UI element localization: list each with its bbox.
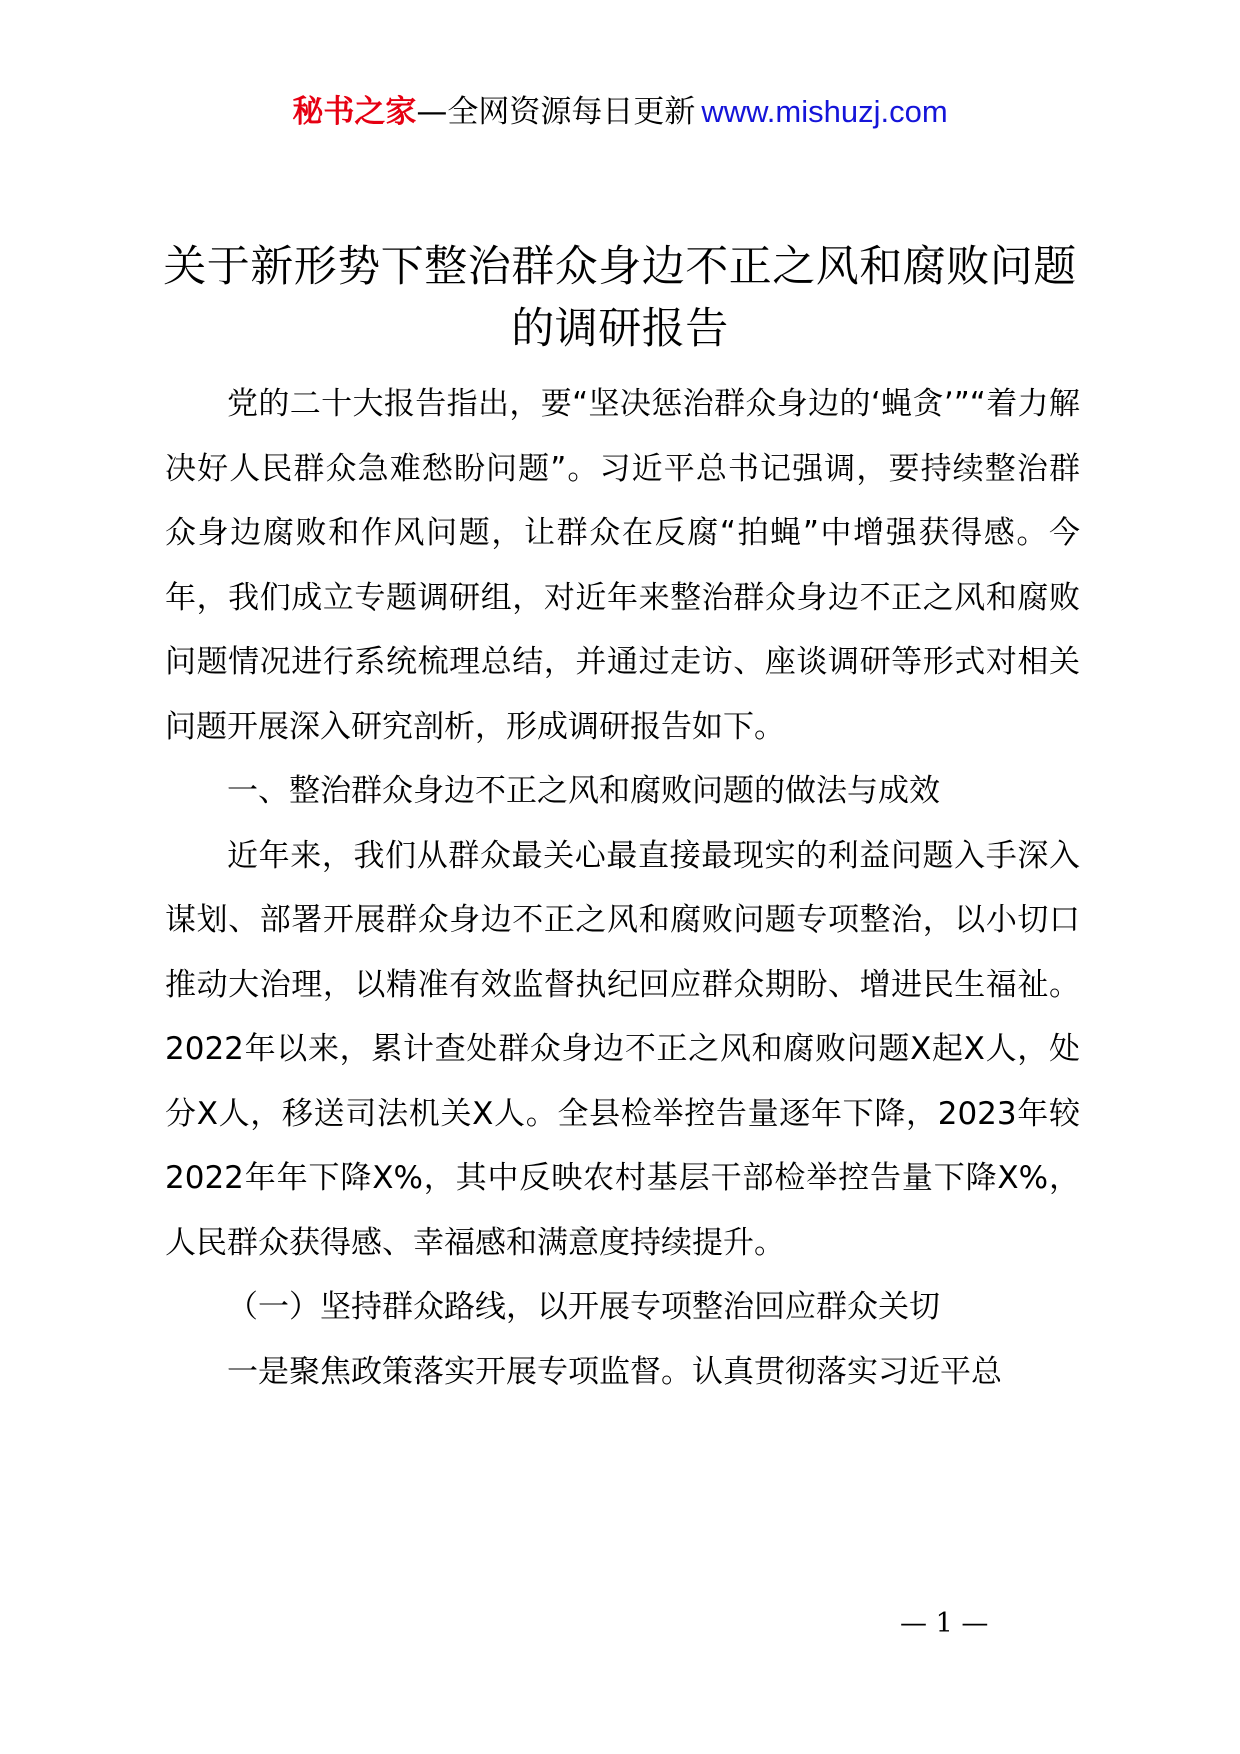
intro-paragraph: 党的二十大报告指出，要“坚决惩治群众身边的‘蝇贪’”“着力解决好人民群众急难愁盼问题”。习近平总书记强调，要持续整治群众身边腐败和作风问题，让群众在反腐“拍蝇”中增强获得感。今年，我们成立专题调研组，对近年来整治群众身边不正之风和腐败问题情况进行系统梳理总结，并通过走访、座谈调研等形式对相关问题开展深入研究剖析，形成调研报告如下。 bbox=[165, 386, 1080, 745]
body-paragraph: 一是聚焦政策落实开展专项监督。认真贯彻落实习近平总 bbox=[227, 1353, 1002, 1390]
section-heading: 一、整治群众身边不正之风和腐败问题的做法与成效 bbox=[227, 773, 940, 809]
page-number: — 1 — bbox=[900, 1608, 989, 1639]
site-url-link[interactable]: www.mishuzj.com bbox=[701, 94, 948, 129]
document-body bbox=[165, 372, 1080, 1404]
site-brand: 秘书之家 bbox=[292, 94, 417, 130]
body-paragraph: 近年来，我们从群众最关心最直接最现实的利益问题入手深入谋划、部署开展群众身边不正之风和腐败问题专项整治，以小切口推动大治理，以精准有效监督执纪回应群众期盼、增进民生福祉。2022年以来，累计查处群众身边不正之风和腐败问题X起X人，处分X人，移送司法机关X人。全县检举控告量逐年下降，2023年较2022年年下降X%，其中反映农村基层干部检举控告量下降X%，人民群众获得感、幸福感和满意度持续提升。 bbox=[165, 837, 1080, 1261]
site-tagline: —全网资源每日更新 bbox=[416, 94, 696, 130]
document-title: 关于新形势下整治群众身边不正之风和腐败问题的调研报告 bbox=[163, 242, 1077, 354]
subsection-heading: （一）坚持群众路线，以开展专项整治回应群众关切 bbox=[227, 1289, 940, 1325]
site-header bbox=[0, 92, 1240, 132]
